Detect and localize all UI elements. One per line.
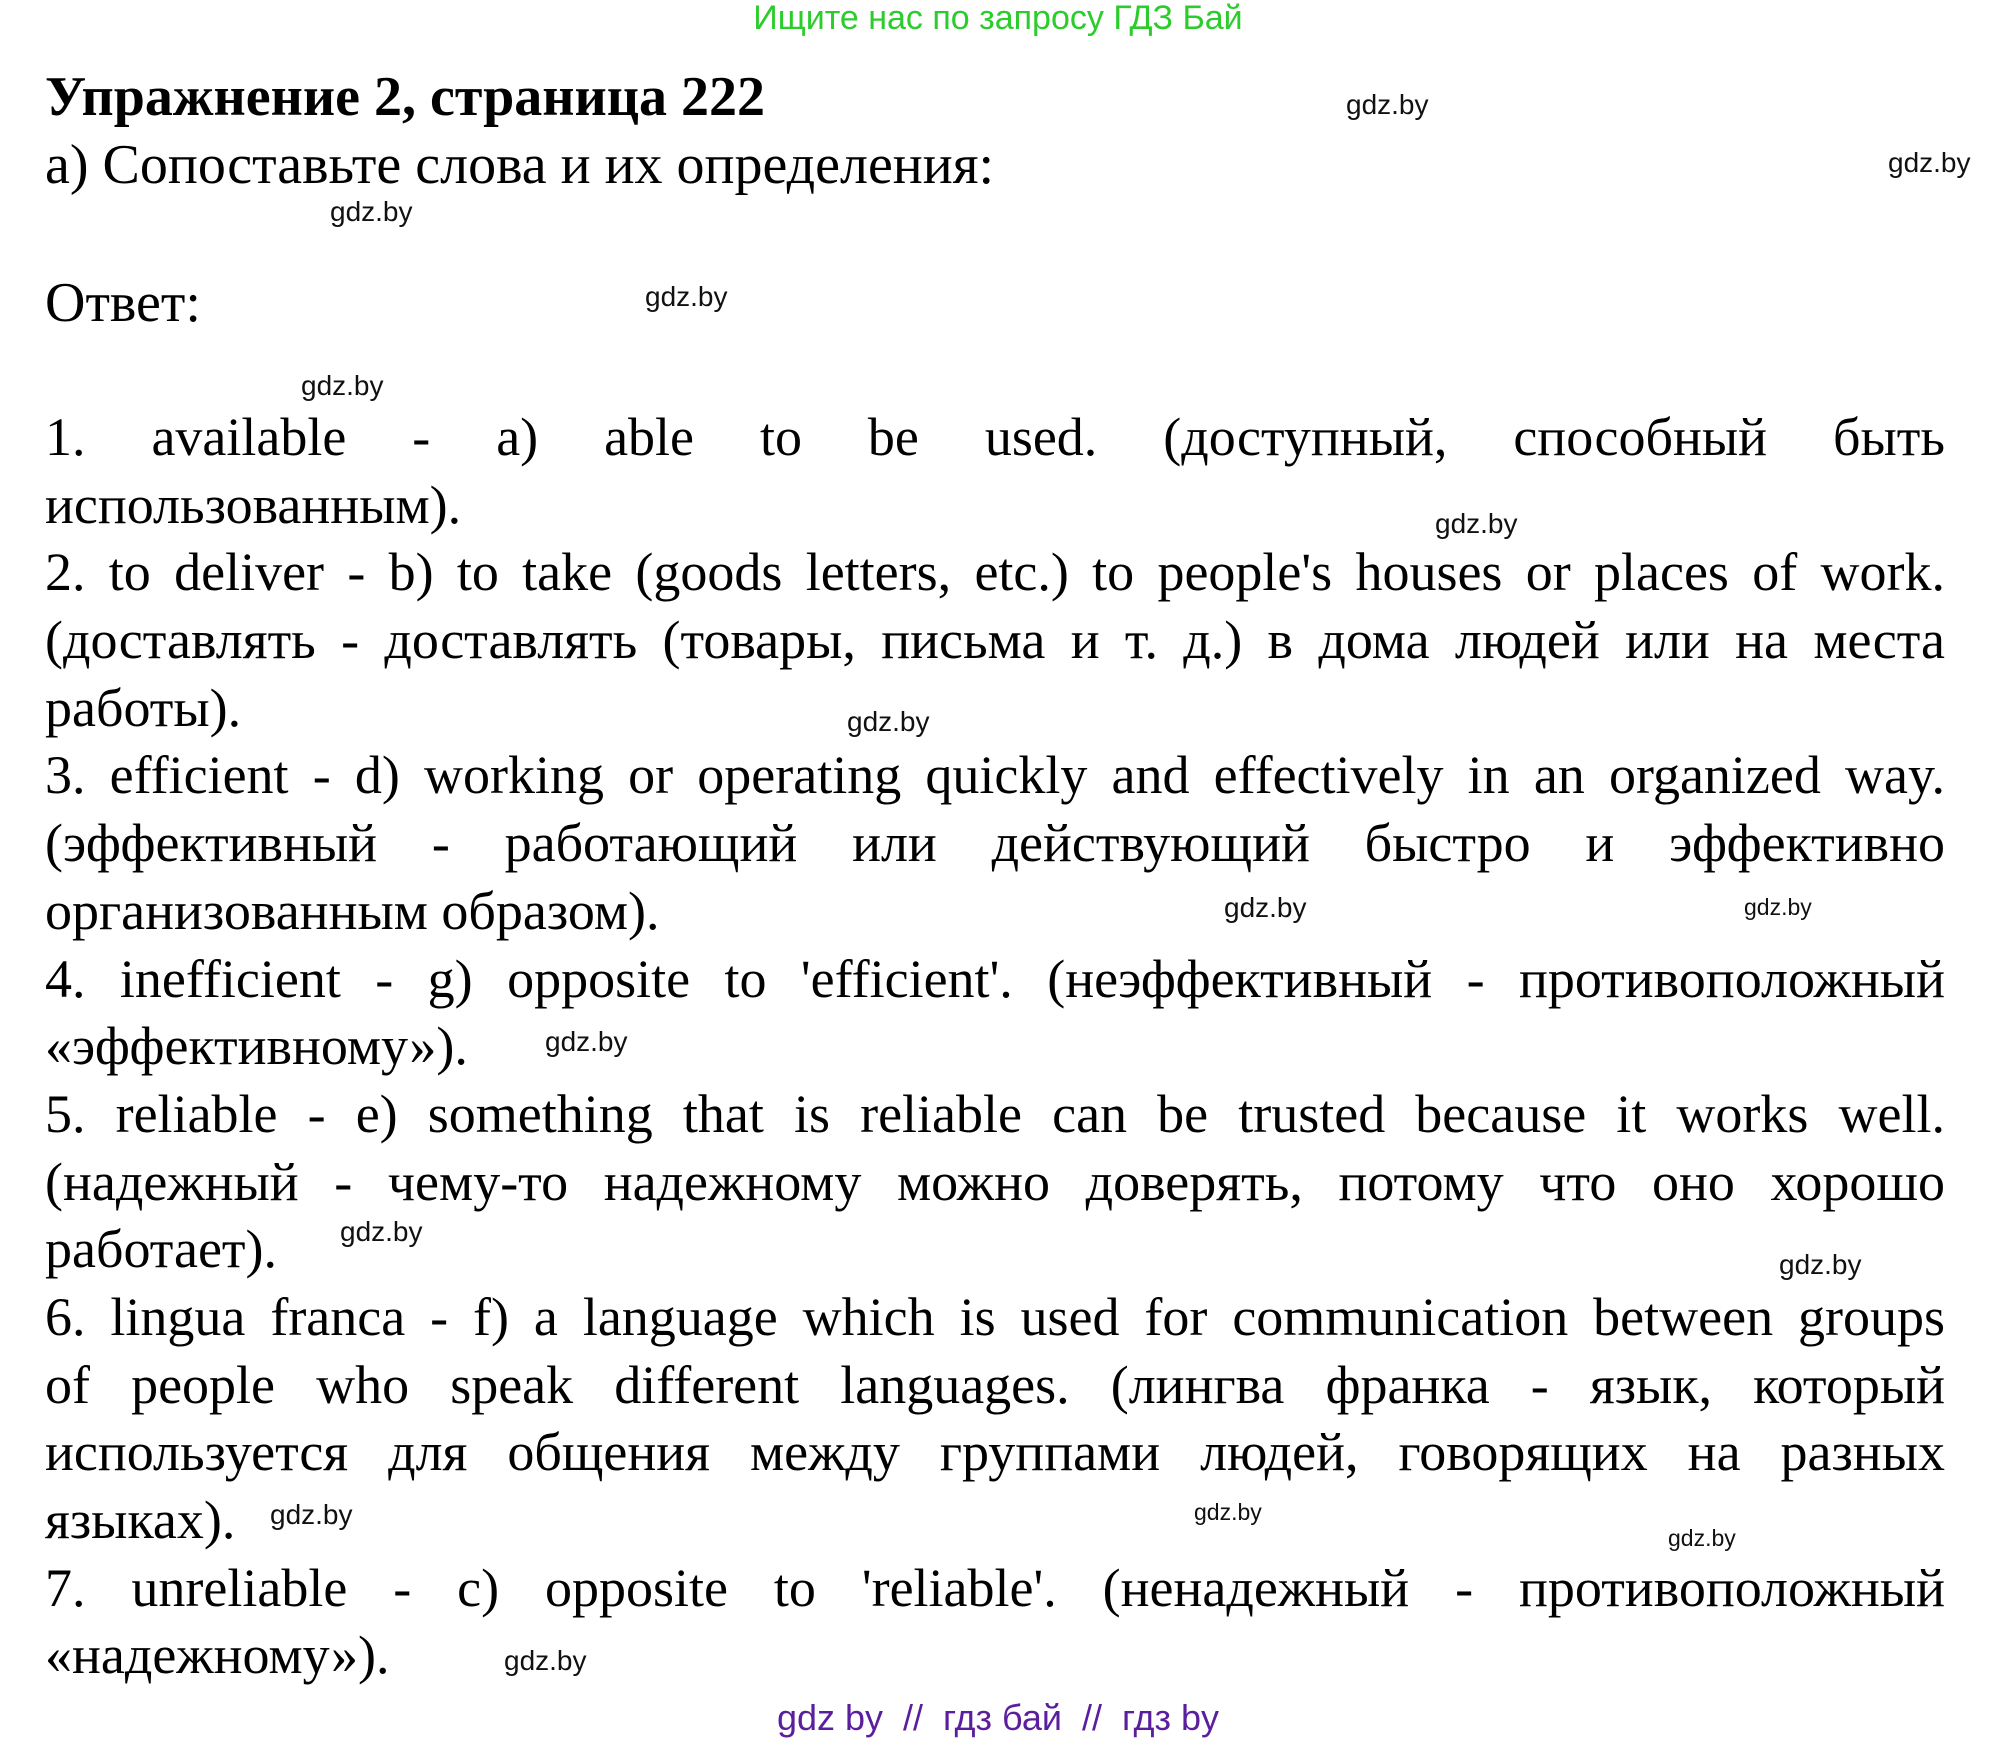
watermark: gdz.by [301, 370, 384, 401]
answer-line: 5. reliable - e) something that is reliable can be trusted because it works well. [45, 1083, 1945, 1144]
footer-links: gdz by // гдз бай // гдз by [776, 1697, 1220, 1738]
answer-line: 1. available - a) able to be used. (доступный, способный быть [45, 407, 1945, 467]
watermark: gdz.by [1346, 89, 1429, 120]
watermark: gdz.by [1744, 894, 1812, 920]
page-title: Упражнение 2, страница 222 [45, 66, 766, 128]
answer-line: «эффективному»). [45, 1016, 468, 1077]
watermark: gdz.by [847, 706, 930, 737]
answer-line: работы). [45, 677, 242, 738]
watermark: gdz.by [1435, 508, 1518, 539]
answer-line: 6. lingua franca - f) a language which is used for communication between groups [45, 1286, 1945, 1347]
answer-line: (эффективный - работающий или действующий быстро и эффективно [45, 813, 1945, 874]
answer-line: используется для общения между группами людей, говорящих на разных [45, 1422, 1945, 1483]
watermark: gdz.by [340, 1216, 423, 1247]
answer-body [45, 404, 1945, 1690]
answer-line: (доставлять - доставлять (товары, письма и т. д.) в дома людей или на места [45, 610, 1945, 671]
answer-line: работает). [45, 1219, 278, 1280]
watermark: gdz.by [1224, 892, 1307, 923]
watermark: gdz.by [1668, 1525, 1736, 1551]
answer-line: 2. to deliver - b) to take (goods letters, etc.) to people's houses or places of work. [45, 542, 1945, 603]
answer-line: языках). [45, 1490, 236, 1550]
answer-line: организованным образом). [45, 880, 660, 941]
answer-line: (надежный - чему-то надежному можно доверять, потому что оно хорошо [45, 1151, 1945, 1212]
answer-line: «надежному»). [45, 1625, 390, 1686]
watermark: gdz.by [504, 1645, 587, 1676]
watermark: gdz.by [330, 196, 413, 227]
watermark: gdz.by [545, 1026, 628, 1057]
answer-line: 3. efficient - d) working or operating quickly and effectively in an organized way. [45, 745, 1945, 806]
watermark: gdz.by [270, 1499, 353, 1530]
watermark: gdz.by [1888, 147, 1971, 178]
task-text: а) Сопоставьте слова и их определения: [45, 134, 995, 196]
answer-line: 4. inefficient - g) opposite to 'efficient'. (неэффективный - противоположный [45, 948, 1945, 1009]
search-banner: Ищите нас по запросу ГДЗ Бай [753, 0, 1243, 37]
watermark: gdz.by [1779, 1249, 1862, 1280]
answer-label: Ответ: [45, 272, 201, 334]
answer-line: использованным). [45, 474, 462, 535]
answer-line: of people who speak different languages. (лингва франка - язык, который [45, 1354, 1945, 1415]
answer-line: 7. unreliable - c) opposite to 'reliable'. (ненадежный - противоположный [45, 1557, 1945, 1618]
watermark: gdz.by [645, 281, 728, 312]
watermark: gdz.by [1194, 1499, 1262, 1525]
